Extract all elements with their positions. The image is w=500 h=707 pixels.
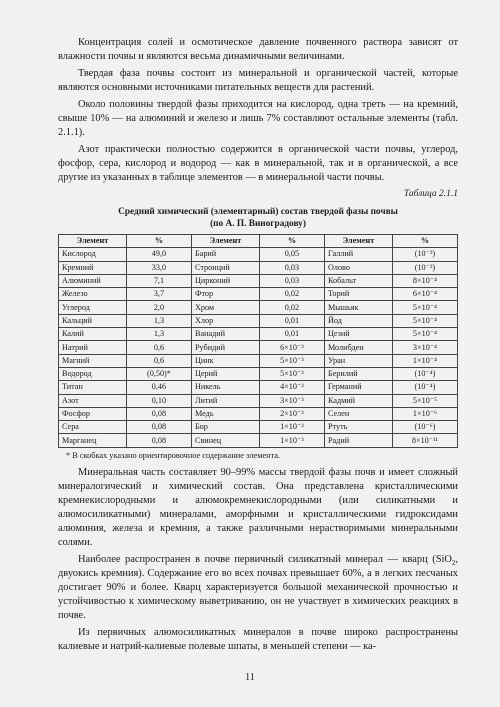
- element-name-cell: Йод: [324, 314, 392, 327]
- percent-cell: 0,46: [126, 381, 191, 394]
- column-header: %: [259, 235, 324, 248]
- percent-cell: 0,6: [126, 354, 191, 367]
- element-name-cell: Натрий: [59, 341, 127, 354]
- element-name-cell: Фтор: [191, 288, 259, 301]
- percent-cell: 0,10: [126, 394, 191, 407]
- percent-cell: 0,08: [126, 434, 191, 447]
- element-name-cell: Алюминий: [59, 274, 127, 287]
- table-row: [59, 367, 458, 380]
- percent-cell: 8×10⁻⁴: [392, 274, 457, 287]
- percent-cell: 1,3: [126, 314, 191, 327]
- percent-cell: 0,03: [259, 274, 324, 287]
- percent-cell: 6×10⁻³: [259, 341, 324, 354]
- table-row: [59, 394, 458, 407]
- percent-cell: 5×10⁻⁴: [392, 328, 457, 341]
- paragraph: [58, 553, 458, 623]
- paragraph: Из первичных алюмосиликатных минералов в почве широко распространены калиевые и натрий-калиевые полевые шпаты, в меньшей степени — ка-: [58, 626, 458, 652]
- table-row: [59, 407, 458, 420]
- paragraph: Около половины твердой фазы приходится на кислород, одна треть — на кремний, свыше 10% — на алюминий и железо и лишь 7% составляют остальные элементы (табл. 2.1.1).: [58, 99, 458, 138]
- percent-cell: 0,08: [126, 421, 191, 434]
- column-header: %: [126, 235, 191, 248]
- table-row: [59, 314, 458, 327]
- percent-cell: 0,02: [259, 288, 324, 301]
- element-name-cell: Медь: [191, 407, 259, 420]
- percent-cell: 0,03: [259, 261, 324, 274]
- element-name-cell: Мышьяк: [324, 301, 392, 314]
- percent-cell: 4×10⁻³: [259, 381, 324, 394]
- table-row: [59, 381, 458, 394]
- element-name-cell: Титан: [59, 381, 127, 394]
- percent-cell: 0,08: [126, 407, 191, 420]
- element-name-cell: Хлор: [191, 314, 259, 327]
- column-header: %: [392, 235, 457, 248]
- percent-cell: (10⁻⁶): [392, 421, 457, 434]
- paragraph: Азот практически полностью содержится в органической части почвы, углерод, фосфор, сера, кислород и водород — как в минеральной, так и в органической, а все другие из указанных в таблице элементов — в минеральной части почвы.: [58, 144, 458, 183]
- element-name-cell: Свинец: [191, 434, 259, 447]
- percent-cell: 5×10⁻⁴: [392, 301, 457, 314]
- element-name-cell: Никель: [191, 381, 259, 394]
- element-name-cell: Селен: [324, 407, 392, 420]
- element-name-cell: Церий: [191, 367, 259, 380]
- element-name-cell: Цирконий: [191, 274, 259, 287]
- subscript: 2: [451, 558, 456, 567]
- table-row: [59, 354, 458, 367]
- percent-cell: (10⁻⁴): [392, 367, 457, 380]
- percent-cell: 2×10⁻³: [259, 407, 324, 420]
- column-header: Элемент: [324, 235, 392, 248]
- percent-cell: (10⁻³): [392, 248, 457, 261]
- element-name-cell: Водород: [59, 367, 127, 380]
- percent-cell: 33,0: [126, 261, 191, 274]
- table-caption: Таблица 2.1.1: [403, 189, 458, 199]
- element-name-cell: Азот: [59, 394, 127, 407]
- element-name-cell: Литий: [191, 394, 259, 407]
- table-row: [59, 248, 458, 261]
- table-row: [59, 261, 458, 274]
- page-number: 11: [245, 672, 255, 683]
- percent-cell: 0,01: [259, 328, 324, 341]
- percent-cell: 5×10⁻³: [259, 354, 324, 367]
- page-content: [58, 36, 458, 657]
- percent-cell: 3×10⁻³: [259, 394, 324, 407]
- percent-cell: 5×10⁻³: [259, 367, 324, 380]
- element-name-cell: Олово: [324, 261, 392, 274]
- percent-cell: 5×10⁻⁴: [392, 314, 457, 327]
- percent-cell: 1×10⁻⁶: [392, 407, 457, 420]
- percent-cell: (10⁻³): [392, 261, 457, 274]
- percent-cell: 7,1: [126, 274, 191, 287]
- percent-cell: 49,0: [126, 248, 191, 261]
- table-row: [59, 341, 458, 354]
- element-name-cell: Калий: [59, 328, 127, 341]
- element-name-cell: Кадмий: [324, 394, 392, 407]
- element-name-cell: Кислород: [59, 248, 127, 261]
- element-name-cell: Углерод: [59, 301, 127, 314]
- element-name-cell: Цезий: [324, 328, 392, 341]
- element-name-cell: Кобальт: [324, 274, 392, 287]
- element-name-cell: Ртуть: [324, 421, 392, 434]
- element-name-cell: Торий: [324, 288, 392, 301]
- table-row: [59, 421, 458, 434]
- element-name-cell: Марганец: [59, 434, 127, 447]
- element-composition-table: [58, 234, 458, 448]
- paragraph: Концентрация солей и осмотическое давление почвенного раствора зависят от влажности почвы и являются весьма динамичными величинами.: [58, 37, 458, 62]
- element-name-cell: Рубидий: [191, 341, 259, 354]
- paragraph-text: , двуокись кремния). Содержание его во всех почвах превышает 60%, а в легких песчаных достигает 90% и более. Кварц характеризуется большой механической прочностью и устойчивостью к химическому выветриванию, он не участвует в химических реакциях в почве.: [58, 553, 458, 621]
- element-name-cell: Уран: [324, 354, 392, 367]
- table-row: [59, 288, 458, 301]
- element-name-cell: Бор: [191, 421, 259, 434]
- element-name-cell: Барий: [191, 248, 259, 261]
- percent-cell: 1,3: [126, 328, 191, 341]
- element-name-cell: Галлий: [324, 248, 392, 261]
- element-name-cell: Кальций: [59, 314, 127, 327]
- table-footnote: * В скобках указано ориентировочное содержание элемента.: [66, 450, 281, 460]
- element-name-cell: Стронций: [191, 261, 259, 274]
- element-name-cell: Германий: [324, 381, 392, 394]
- table-title-line: Средний химический (элементарный) состав твердой фазы почвы: [118, 207, 398, 217]
- element-name-cell: Фосфор: [59, 407, 127, 420]
- table-title: [58, 206, 458, 230]
- table-row: [59, 434, 458, 447]
- element-name-cell: Ванадий: [191, 328, 259, 341]
- percent-cell: 0,6: [126, 341, 191, 354]
- element-name-cell: Магний: [59, 354, 127, 367]
- percent-cell: 1×10⁻³: [259, 434, 324, 447]
- percent-cell: 0,01: [259, 314, 324, 327]
- table-row: [59, 328, 458, 341]
- percent-cell: 0,05: [259, 248, 324, 261]
- percent-cell: 1×10⁻⁴: [392, 354, 457, 367]
- element-name-cell: Кремний: [59, 261, 127, 274]
- table-title-line: (по А. П. Виноградову): [210, 219, 306, 229]
- paragraph: Твердая фаза почвы состоит из минеральной и органической частей, которые являются основными источниками питательных веществ для растений.: [58, 68, 458, 93]
- percent-cell: 0,02: [259, 301, 324, 314]
- element-name-cell: Берилий: [324, 367, 392, 380]
- table-row: [59, 274, 458, 287]
- percent-cell: 8×10⁻¹¹: [392, 434, 457, 447]
- element-name-cell: Цинк: [191, 354, 259, 367]
- percent-cell: 5×10⁻⁵: [392, 394, 457, 407]
- element-name-cell: Хром: [191, 301, 259, 314]
- paragraph-text: Наиболее распространен в почве первичный силикатный минерал — кварц (SiO: [78, 553, 452, 565]
- percent-cell: 1×10⁻³: [259, 421, 324, 434]
- paragraph: Минеральная часть составляет 90–99% массы твердой фазы почв и имеет сложный минералогический и химический состав. Она представлена кристаллическими кремнекислородными и алюмокремнекислородными (или силикатными и алюмосиликатными) минералами, аморфными и кристаллическими гидроксидами алюминия, железа и кремния, а также различными нерастворимыми минеральными солями.: [58, 466, 458, 548]
- table-row: [59, 301, 458, 314]
- element-name-cell: Молибден: [324, 341, 392, 354]
- element-name-cell: Железо: [59, 288, 127, 301]
- column-header: Элемент: [191, 235, 259, 248]
- element-name-cell: Сера: [59, 421, 127, 434]
- percent-cell: (0,50)*: [126, 367, 191, 380]
- table-header-row: [59, 235, 458, 248]
- column-header: Элемент: [59, 235, 127, 248]
- percent-cell: 3,7: [126, 288, 191, 301]
- percent-cell: 2,0: [126, 301, 191, 314]
- percent-cell: (10⁻⁴): [392, 381, 457, 394]
- percent-cell: 3×10⁻⁴: [392, 341, 457, 354]
- element-name-cell: Радий: [324, 434, 392, 447]
- percent-cell: 6×10⁻⁴: [392, 288, 457, 301]
